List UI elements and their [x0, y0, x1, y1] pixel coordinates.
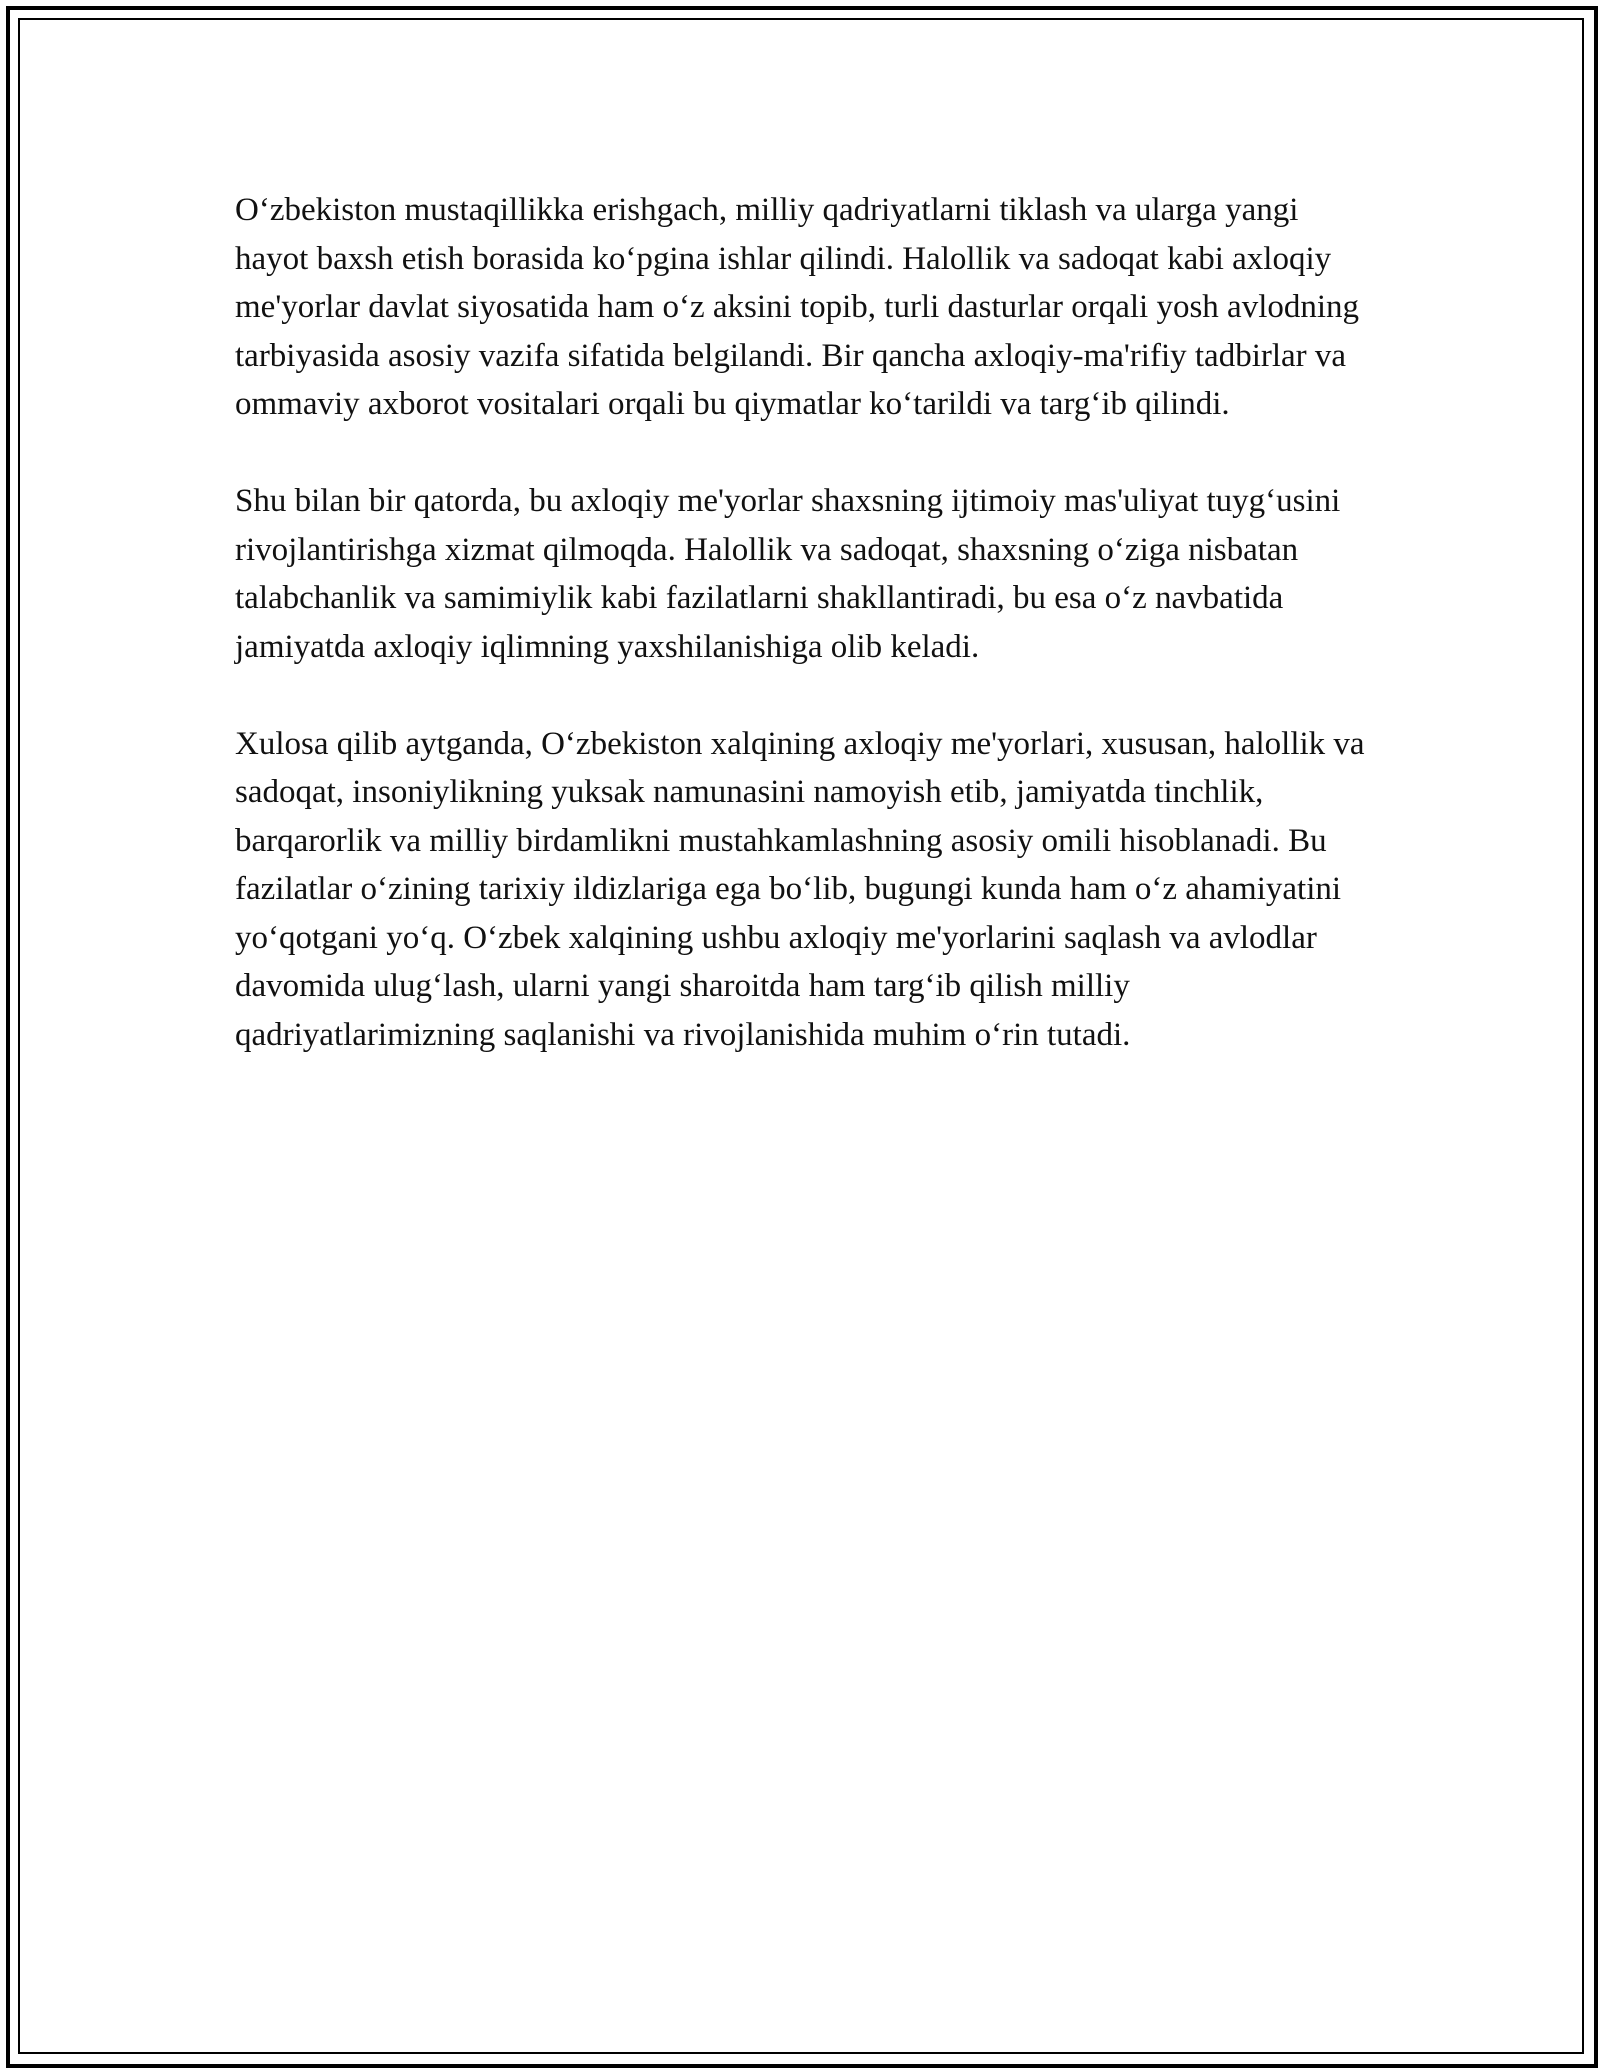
document-body: [235, 186, 1365, 1108]
paragraph-2: Shu bilan bir qatorda, bu axloqiy me'yorlar shaxsning ijtimoiy mas'uliyat tuyg‘usini rivojlantirishga xizmat qilmoqda. Halollik va sadoqat, shaxsning o‘ziga nisbatan talabchanlik va samimiylik kabi fazilatlarni shakllantiradi, bu esa o‘z navbatida jamiyatda axloqiy iqlimning yaxshilanishiga olib keladi.: [235, 483, 1341, 665]
paragraph-1: O‘zbekiston mustaqillikka erishgach, milliy qadriyatlarni tiklash va ularga yangi hayot baxsh etish borasida ko‘pgina ishlar qilindi. Halollik va sadoqat kabi axloqiy me'yorlar davlat siyosatida ham o‘z aksini topib, turli dasturlar orqali yosh avlodning tarbiyasida asosiy vazifa sifatida belgilandi. Bir qancha axloqiy-ma'rifiy tadbirlar va ommaviy axborot vositalari orqali bu qiymatlar ko‘tarildi va targ‘ib qilindi.: [235, 192, 1360, 422]
paragraph-3: Xulosa qilib aytganda, O‘zbekiston xalqining axloqiy me'yorlari, xususan, halollik va sadoqat, insoniylikning yuksak namunasini namoyish etib, jamiyatda tinchlik, barqarorlik va milliy birdamlikni mustahkamlashning asosiy omili hisoblanadi. Bu fazilatlar o‘zining tarixiy ildizlariga ega bo‘lib, bugungi kunda ham o‘z ahamiyatini yo‘qotgani yo‘q. O‘zbek xalqining ushbu axloqiy me'yorlarini saqlash va avlodlar davomida ulug‘lash, ularni yangi sharoitda ham targ‘ib qilish milliy qadriyatlarimizning saqlanishi va rivojlanishida muhim o‘rin tutadi.: [235, 725, 1365, 1053]
